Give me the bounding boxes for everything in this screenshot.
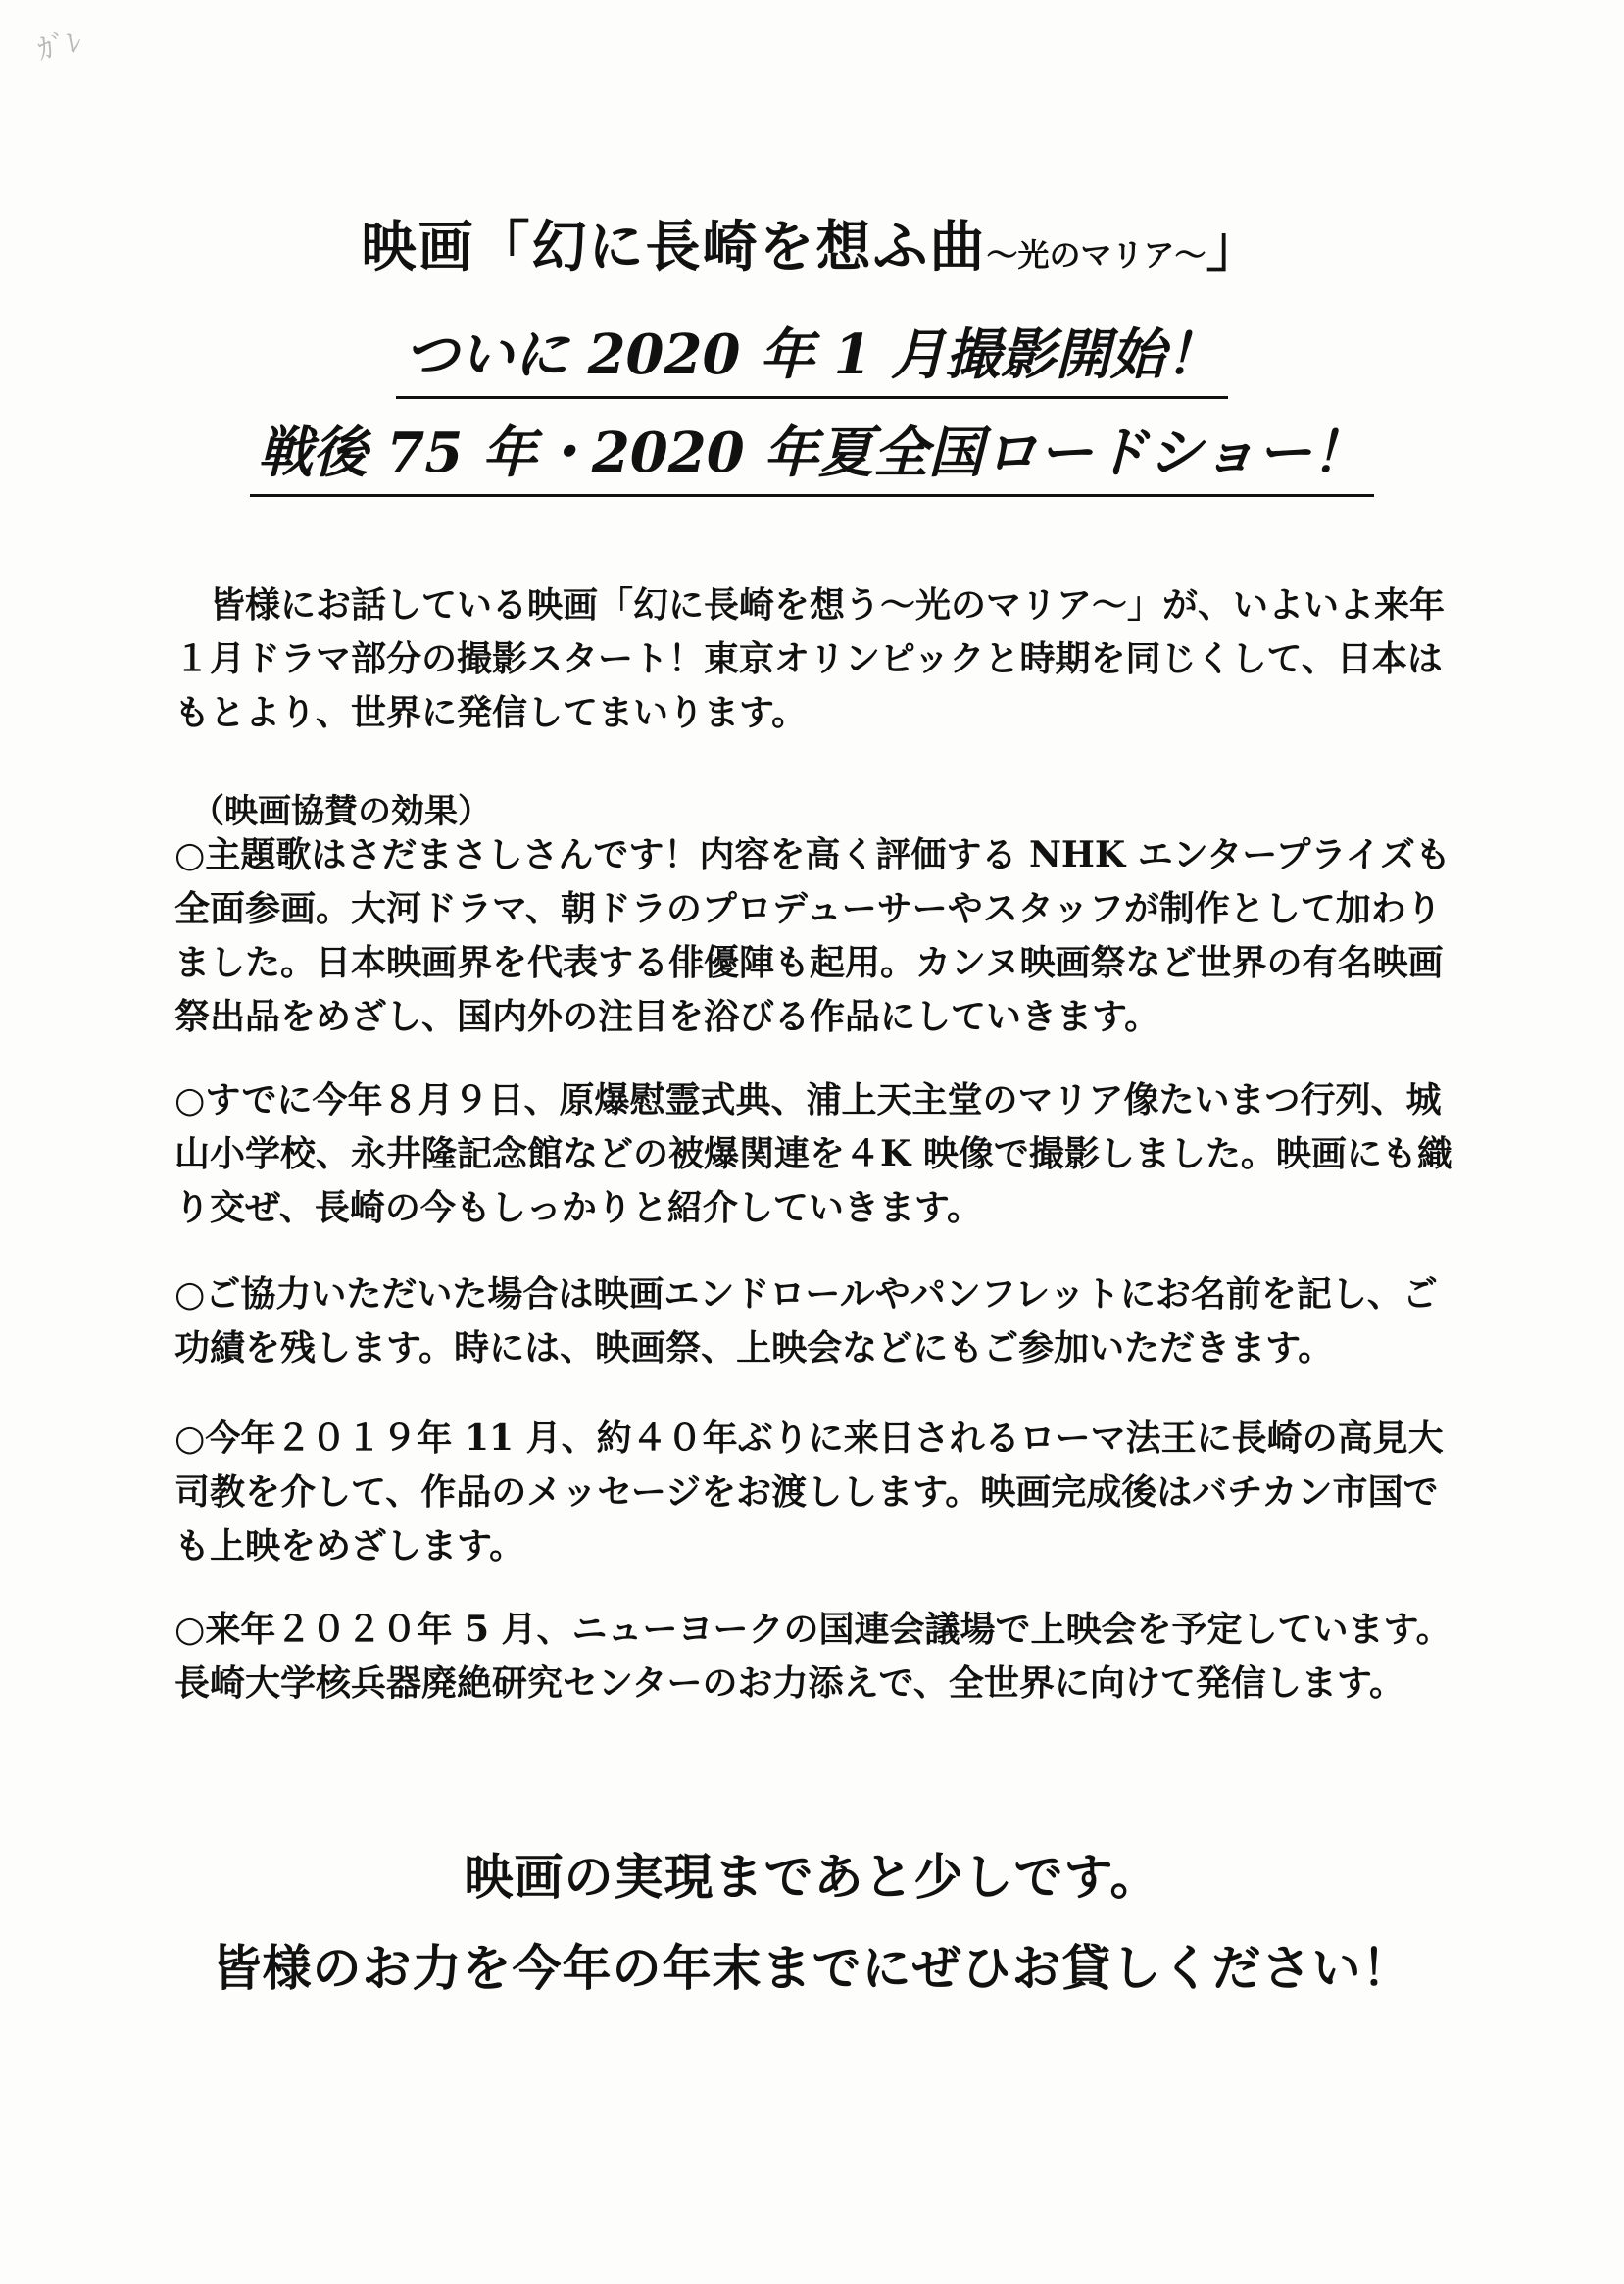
headline-filming-start — [0, 312, 1624, 399]
bullet-paragraph: ○すでに今年８月９日、原爆慰霊式典、浦上天主堂のマリア像たいまつ行列、城山小学校、永井隆記念館などの被爆関連を４K 映像で撮影しました。映画にも織り交ぜ、長崎の今もしっかりと紹介していきます。 — [174, 1079, 1452, 1228]
closing-line: 映画の実現まであと少しです。 — [464, 1849, 1160, 1906]
bullet-paragraph: ○今年２０１９年 11 月、約４０年ぶりに来日されるローマ法王に長崎の高見大司教を介して、作品のメッセージをお渡しします。映画完成後はバチカン市国でも上映をめざします。 — [174, 1417, 1444, 1566]
headline-text: 戦後 75 年・2020 年夏全国ロードショー！ — [250, 410, 1374, 497]
headline-roadshow — [0, 410, 1624, 497]
bullet-paragraph: ○主題歌はさだまさしさんです！内容を高く評価する NHK エンタープライズも全面参画。大河ドラマ、朝ドラのプロデューサーやスタッフが制作として加わりました。日本映画界を代表する俳優陣も起用。カンヌ映画祭など世界の有名映画祭出品をめざし、国内外の注目を浴びる作品にしていきます。 — [174, 834, 1452, 1037]
title-main: 映画「幻に長崎を想ふ曲 — [361, 215, 987, 279]
section-label: （映画協賛の効果） — [191, 792, 491, 831]
bullet-paragraph: ○来年２０２０年 5 月、ニューヨークの国連会議場で上映会を予定しています。長崎大学核兵器廃絶研究センターのお力添えで、全世界に向けて発信します。 — [174, 1609, 1452, 1704]
title-close: 」 — [1206, 215, 1263, 279]
handwritten-mark: ｶﾞﾚ — [34, 25, 85, 69]
closing-line: 皆様のお力を今年の年末までにぜひお貸しください！ — [212, 1940, 1412, 1997]
document-title — [0, 204, 1624, 282]
bullet-paragraph: ○ご協力いただいた場合は映画エンドロールやパンフレットにお名前を記し、ご功績を残します。時には、映画祭、上映会などにもご参加いただきます。 — [174, 1273, 1438, 1368]
intro-paragraph: 皆様にお話している映画「幻に長崎を想う～光のマリア～」が、いよいよ来年１月ドラマ部分の撮影スタート！東京オリンピックと時期を同じくして、日本はもとより、世界に発信してまいります。 — [174, 584, 1446, 733]
headline-text: ついに 2020 年 1 月撮影開始！ — [396, 312, 1228, 399]
title-subtitle: ～光のマリア～ — [986, 236, 1206, 273]
